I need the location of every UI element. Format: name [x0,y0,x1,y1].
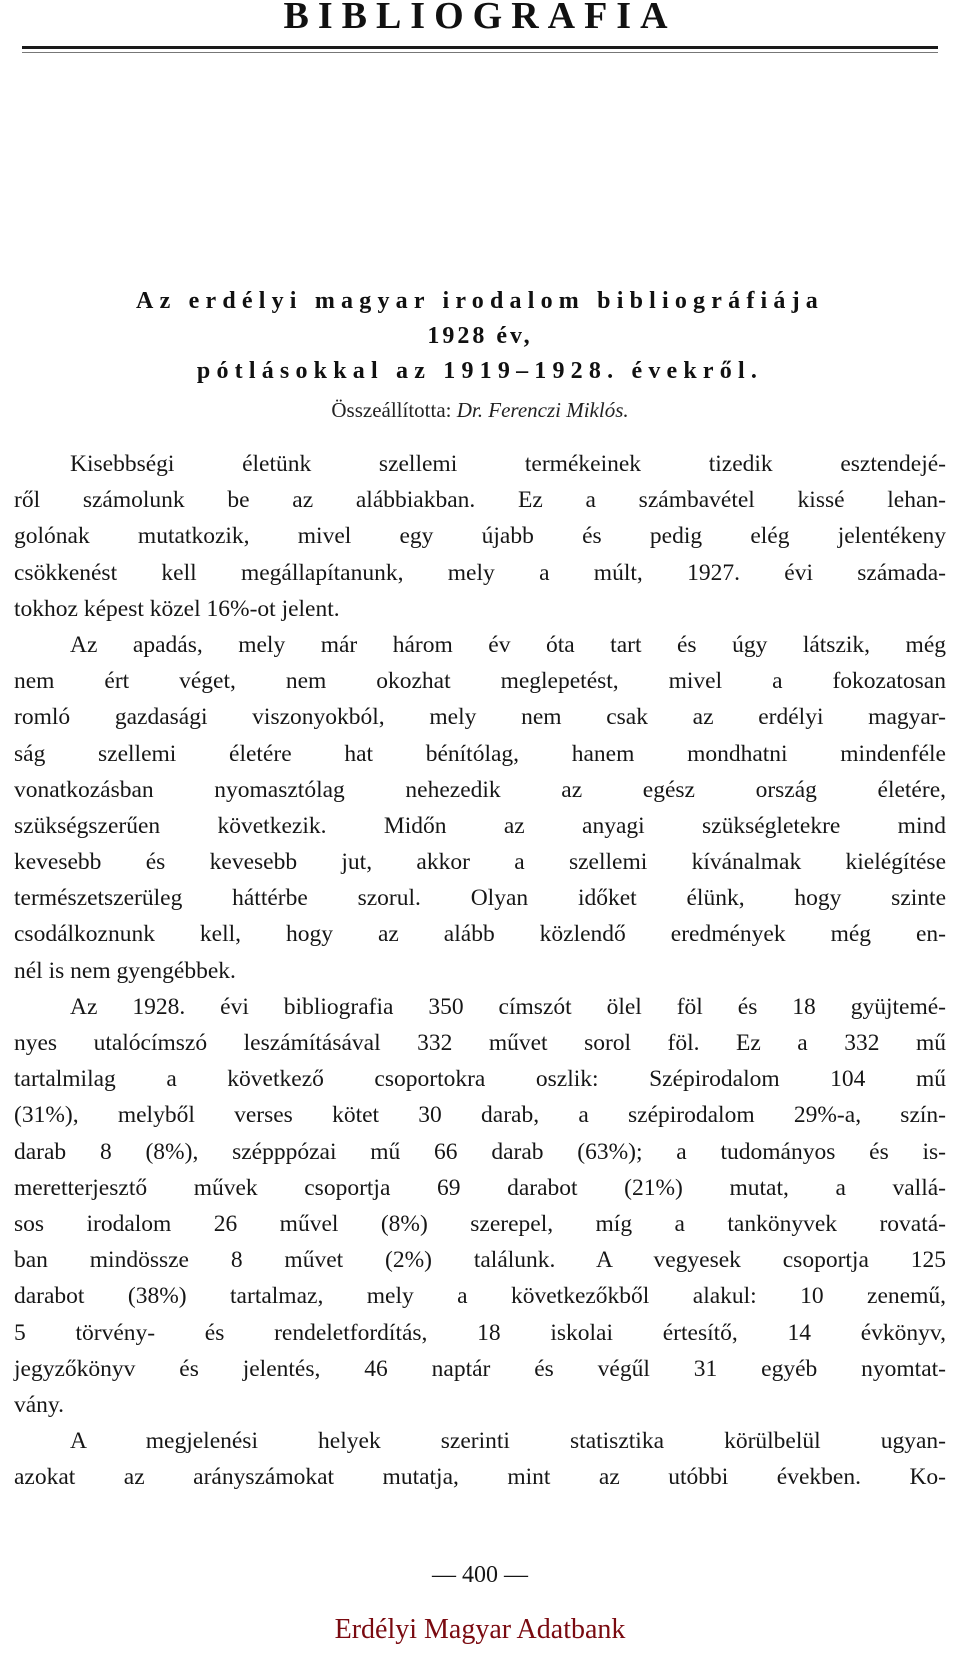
body-line: golónak mutatkozik, mivel egy újabb és pedig elég jelentékeny [14,523,946,550]
header-rule-thin [22,52,938,53]
body-line: természetszerüleg háttérbe szorul. Olyan időket élünk, hogy szinte [14,885,946,912]
header-rule [22,46,938,49]
body-line: sos irodalom 26 művel (8%) szerepel, míg a tankönyvek rovatá- [14,1210,946,1237]
article-title-line-2: 1928 év, [427,323,533,349]
body-line: nyes utalócímszó leszámításával 332 művet sorol föl. Ez a 332 mű [14,1030,946,1056]
body-line: kevesebb és kevesebb jut, akkor a szellemi kívánalmak kielégítése [14,849,946,876]
body-line: tartalmilag a következő csoportokra oszlik: Szépirodalom 104 mű [14,1066,946,1093]
body-line: meretterjesztő művek csoportja 69 darabot (21%) mutat, a vallá- [14,1174,946,1201]
body-line: 5 törvény- és rendeletfordítás, 18 iskolai értesítő, 14 évkönyv, [14,1319,946,1346]
article-body [14,446,946,1495]
body-line: ről számolunk be az alábbiakban. Ez a számbavétel kissé lehan- [14,487,946,514]
body-line: jegyzőkönyv és jelentés, 46 naptár és végűl 31 egyéb nyomtat- [14,1355,946,1382]
body-line: A megjelenési helyek szerinti statisztika körülbelül ugyan- [70,1428,946,1455]
body-line: azokat az arányszámokat mutatja, mint az utóbbi években. Ko- [14,1464,946,1491]
page-number: — 400 — [432,1562,528,1588]
body-line: Az apadás, mely már három év óta tart és úgy látszik, még [70,631,946,658]
running-head: BIBLIOGRAFIA [283,0,677,37]
body-line: ban mindössze 8 művet (2%) találunk. A vegyesek csoportja 125 [14,1247,946,1274]
body-line: nél is nem gyengébbek. [14,957,236,984]
body-line: vonatkozásban nyomasztólag nehezedik az egész ország életére, [14,776,946,803]
body-line: Az 1928. évi bibliografia 350 címszót ölel föl és 18 gyüjtemé- [70,993,946,1020]
body-line: csodálkoznunk kell, hogy az alább közlendő eredmények még en- [14,921,946,948]
body-line: romló gazdasági viszonyokból, mely nem csak az erdélyi magyar- [14,704,946,731]
body-line: darabot (38%) tartalmaz, mely a következőkből alakul: 10 zenemű, [14,1283,946,1310]
compiler-label: Összeállította: [331,398,452,422]
body-line: nem ért véget, nem okozhat meglepetést, mivel a fokozatosan [14,668,946,695]
article-title-line-3: pótlásokkal az 1919–1928. évekről. [196,358,764,384]
footer-source: Erdélyi Magyar Adatbank [334,1614,626,1645]
compiler-credit [0,398,960,423]
body-line: tokhoz képest közel 16%-ot jelent. [14,595,340,622]
body-line: ság szellemi életére hat bénítólag, hanem mondhatni mindenféle [14,740,946,767]
body-line: csökkenést kell megállapítanunk, mely a múlt, 1927. évi számada- [14,559,946,586]
article-title-line-1: Az erdélyi magyar irodalom bibliográfiája [136,288,824,314]
body-line: vány. [14,1391,65,1418]
body-line: darab 8 (8%), széppрózai mű 66 darab (63%); a tudományos és is- [14,1138,946,1165]
compiler-name: Dr. Ferenczi Miklós. [456,398,629,422]
body-line: (31%), melyből verses kötet 30 darab, a szépirodalom 29%-a, szín- [14,1102,946,1129]
body-line: szükségszerűen következik. Midőn az anyagi szükségletekre mind [14,812,946,839]
body-line: Kisebbségi életünk szellemi termékeinek tizedik esztendejé- [70,451,946,477]
